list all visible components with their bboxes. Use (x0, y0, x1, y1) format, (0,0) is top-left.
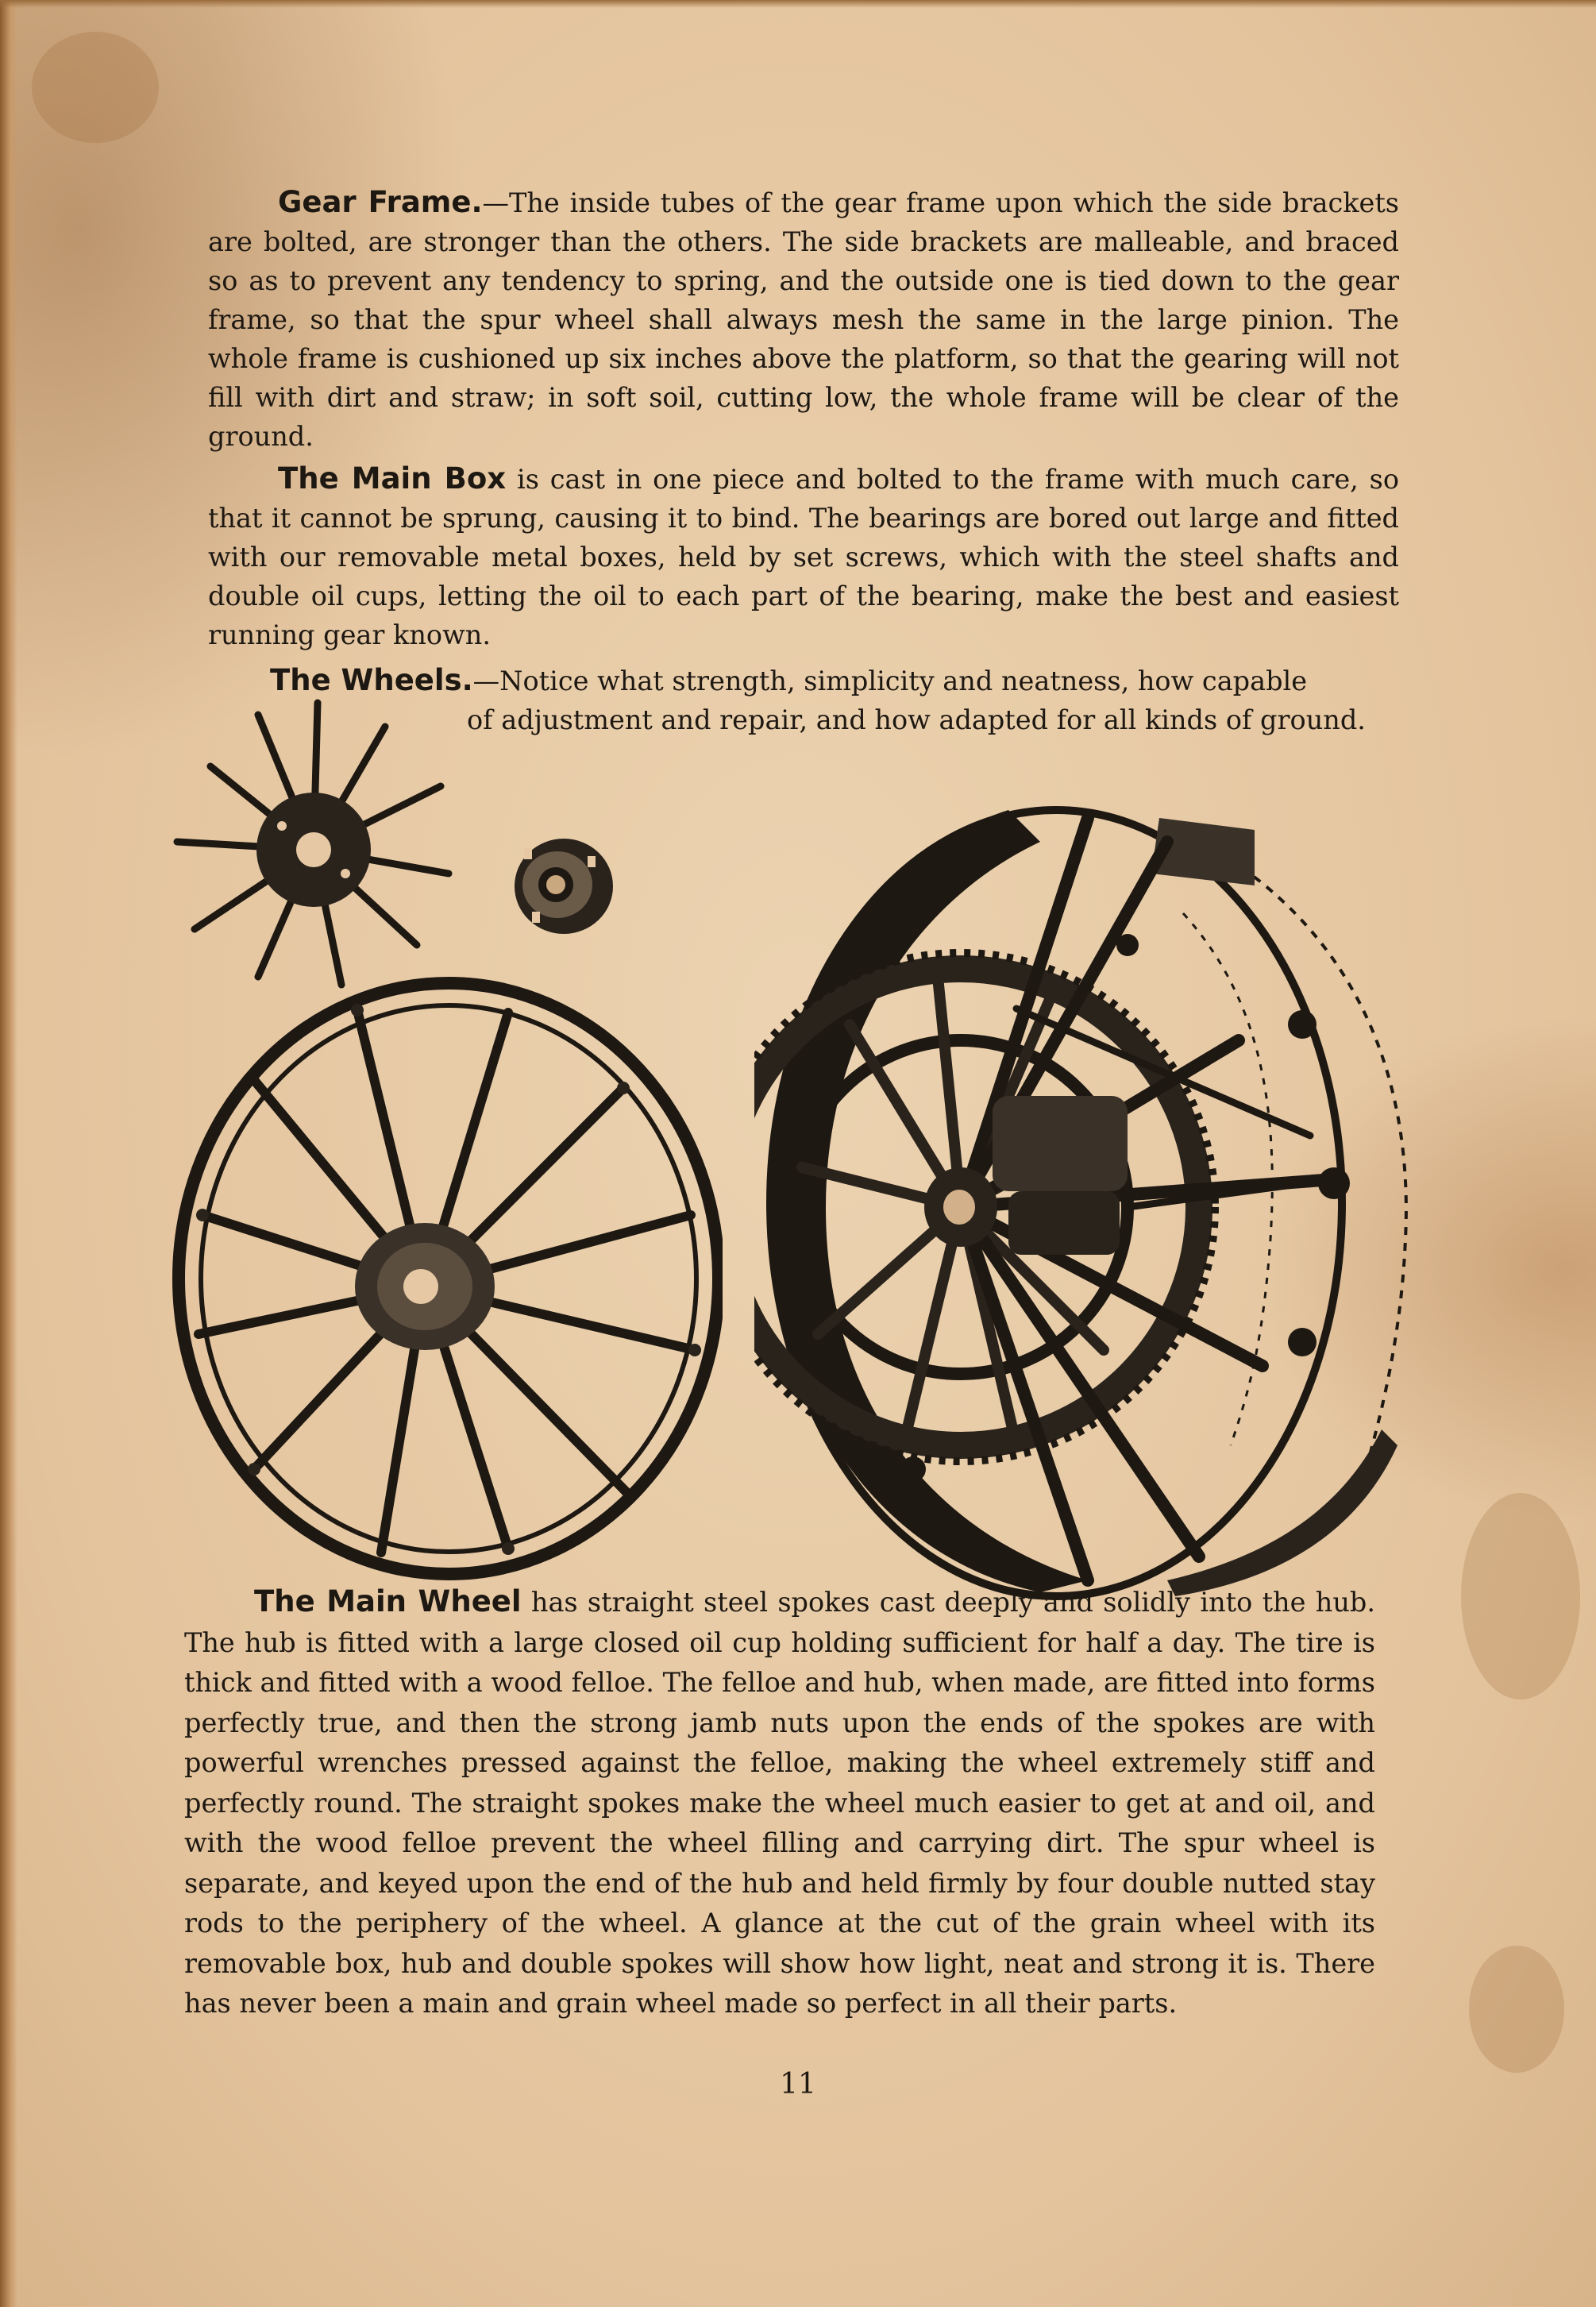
main-wheel-heading: The Main Wheel (254, 1584, 522, 1618)
main-wheel-cutaway-illustration (754, 794, 1421, 1604)
main-box-heading: The Main Box (278, 461, 507, 496)
page-top-shadow (0, 0, 1596, 8)
removable-hub-box-illustration (508, 832, 619, 939)
wheels-text-rest: of adjustment and repair, and how adapted for all kinds of ground. (467, 704, 1366, 735)
paper-stain (1461, 1493, 1580, 1699)
grain-wheel-illustration (167, 977, 723, 1580)
wheels-text-first: —Notice what strength, simplicity and neatness, how capable (472, 665, 1308, 696)
page-number: 11 (780, 2068, 816, 2101)
wheels-heading: The Wheels. (270, 663, 473, 697)
paper-stain (32, 32, 159, 143)
gear-frame-text: —The inside tubes of the gear frame upon which the side brackets are bolted, are stronger than the others. The side brackets are malleable, and braced so as to prevent any tendency to spring, and the outside one is tied down to the gear frame, so that the spur wheel shall always mesh the same in the large pinion. The whole frame is cushioned up six inches above the platform, so that the gearing will not fill with dirt and straw; in soft soil, cutting low, the whole frame will be clear of the ground. (208, 187, 1399, 452)
grain-wheel-hub-with-spokes-illustration (171, 691, 457, 993)
gear-frame-paragraph (208, 183, 1399, 456)
page-edge-shadow (0, 0, 17, 2307)
main-box-text: is cast in one piece and bolted to the frame with much care, so that it cannot be sprung, causing it to bind. The bearings are bored out large and fitted with our removable metal boxes, held by set screws, which with the steel shafts and double oil cups, letting the oil to each part of the bearing, make the best and easiest running gear known. (208, 464, 1399, 650)
paper-stain (1469, 1946, 1564, 2073)
gear-frame-heading: Gear Frame. (278, 185, 483, 219)
main-box-paragraph (208, 459, 1399, 654)
main-wheel-text: has straight steel spokes cast deeply and solidly into the hub. The hub is fitted with a large closed oil cup holding sufficient for half a day. The tire is thick and fitted with a wood felloe. The felloe and hub, when made, are fitted into forms perfectly true, and then the strong jamb nuts upon the ends of the spokes are with powerful wrenches pressed against the felloe, making the wheel extremely stiff and perfectly round. The straight spokes make the wheel much easier to get at and oil, and with the wood felloe prevent the wheel filling and carrying dirt. The spur wheel is separate, and keyed upon the end of the hub and held firmly by four double nutted stay rods to the periphery of the wheel. A glance at the cut of the grain wheel with its removable box, hub and double spokes will show how light, neat and strong it is. There has never been a main and grain wheel made so perfect in all their parts. (184, 1587, 1376, 2019)
main-wheel-paragraph (184, 1582, 1375, 2024)
